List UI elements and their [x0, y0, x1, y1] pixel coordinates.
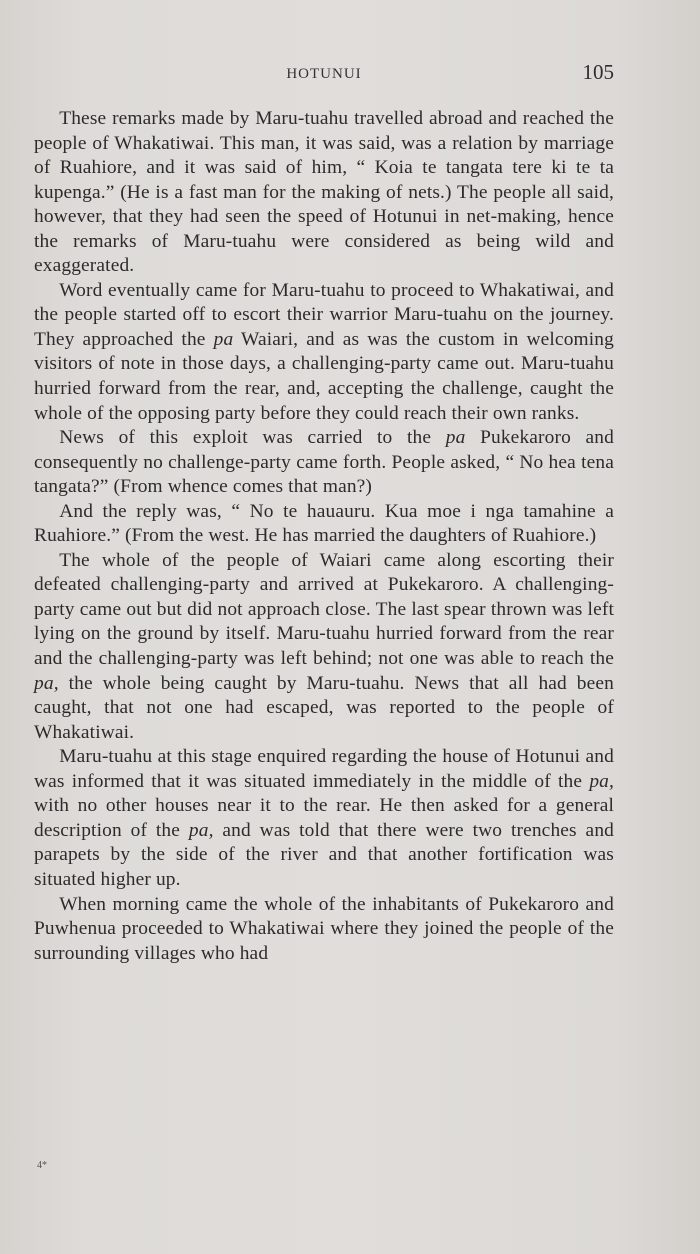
text-run: Maru-tuahu at this stage enquired regarding the house of Hotunui and was informed that it was situated immediately in the middle of the	[34, 746, 614, 792]
italic-term: pa,	[34, 672, 59, 694]
paragraph-7	[34, 893, 614, 967]
paragraph-4	[34, 500, 614, 549]
paragraph-6	[34, 745, 614, 892]
italic-term: pa	[213, 328, 234, 350]
text-run: These remarks made by Maru-tuahu travelled abroad and reached the people of Whakatiwai. This man, it was said, was a relation by marriage of Ruahiore, and it was said of him, “ Koia te tangata tere ki te ta kupenga.” (He is a fast man for the making of nets.) The people all said, however, that they had seen the speed of Hotunui in net-making, hence the remarks of Maru-tuahu were considered as being wild and exaggerated.	[34, 108, 614, 277]
page-number: 105	[582, 60, 614, 84]
body-text	[34, 107, 614, 966]
text-run: the whole being caught by Maru-tuahu. News that all had been caught, that not one had escaped, was reported to the people of Whakatiwai.	[34, 672, 614, 743]
text-run: Pukekaroro and consequently no challenge-party came forth. People asked, “ No hea tena tangata?” (From whence comes that man?)	[34, 427, 614, 498]
text-run: Word eventually came for Maru-tuahu to proceed to Whakatiwai, and the people started off to escort their warrior Maru-tuahu on the journey. They approached the	[34, 279, 614, 350]
italic-term: pa	[445, 427, 466, 449]
paragraph-1	[34, 107, 614, 279]
paragraph-2	[34, 279, 614, 426]
italic-term: pa,	[188, 819, 214, 841]
running-title: HOTUNUI	[286, 66, 362, 82]
text-run: with no other houses near it to the rear. He then asked for a general description of the	[34, 795, 614, 841]
text-run: News of this exploit was carried to the	[59, 427, 432, 449]
printer-signature-mark: 4*	[37, 1160, 47, 1171]
text-run: Waiari, and as was the custom in welcoming visitors of note in those days, a challenging-party came out. Maru-tuahu hurried forward from the rear, and, accepting the challenge, caught the whole of the opposing party before they could reach their own ranks.	[34, 328, 614, 424]
text-run: The whole of the people of Waiari came along escorting their defeated challenging-party and arrived at Pukekaroro. A challenging-party came out but did not approach close. The last spear thrown was left lying on the ground by itself. Maru-tuahu hurried forward from the rear and the challenging-party was left behind; not one was able to reach the	[34, 549, 614, 670]
running-header	[34, 60, 614, 90]
text-run: And the reply was, “ No te hauauru. Kua moe i nga tamahine a Ruahiore.” (From the west. He has married the daughters of Ruahiore.)	[34, 500, 614, 547]
italic-term: pa,	[589, 770, 615, 792]
paragraph-3	[34, 426, 614, 500]
text-run: and was told that there were two trenches and parapets by the side of the river and that another fortification was situated higher up.	[34, 819, 615, 890]
paragraph-5	[34, 549, 614, 745]
text-run: When morning came the whole of the inhabitants of Pukekaroro and Puwhenua proceeded to Whakatiwai where they joined the people of the surrounding villages who had	[34, 893, 614, 964]
